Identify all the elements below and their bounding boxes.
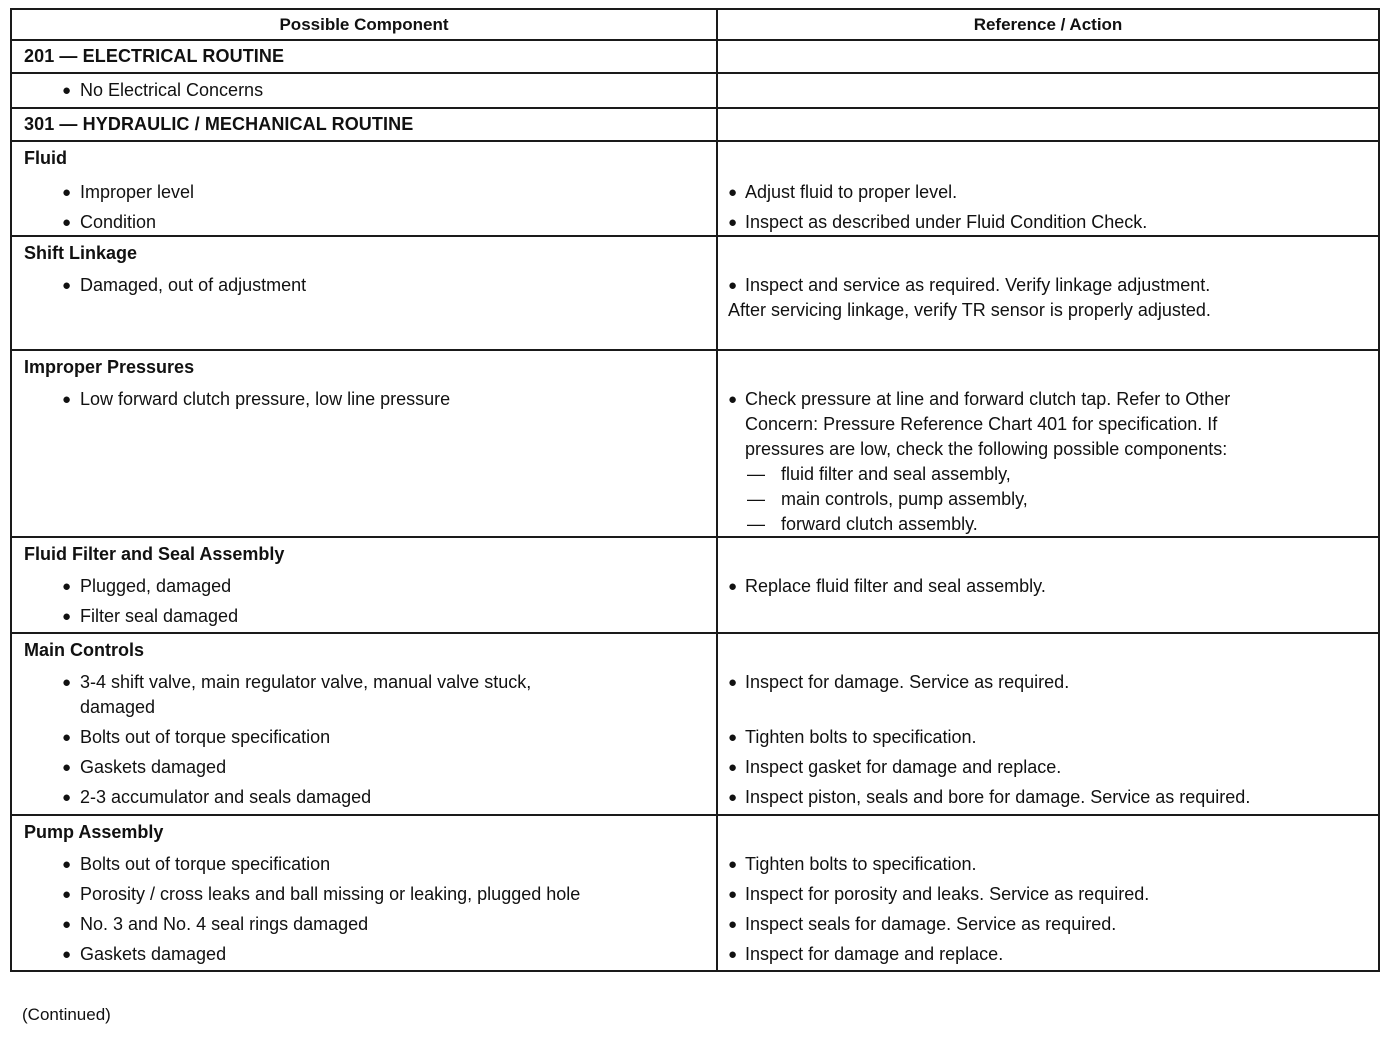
component-cell (11, 73, 717, 108)
action-cell (717, 633, 1379, 815)
list-item (62, 273, 706, 298)
action-item (728, 882, 1370, 907)
action-cell (717, 537, 1379, 633)
action-item (728, 387, 1370, 537)
section-title-hydraulic: 301 — HYDRAULIC / MECHANICAL ROUTINE (11, 108, 717, 141)
item-text: Porosity / cross leaks and ball missing or leaking, plugged hole (80, 884, 581, 904)
header-possible-component: Possible Component (11, 9, 717, 40)
item-text: Plugged, damaged (80, 576, 232, 596)
group-title: Fluid Filter and Seal Assembly (24, 544, 285, 564)
action-cell (717, 236, 1379, 350)
item-text-continued: damaged (80, 697, 156, 717)
group-title: Main Controls (24, 640, 144, 660)
item-text: No Electrical Concerns (80, 80, 264, 100)
group-title: Pump Assembly (24, 822, 164, 842)
item-text: Gaskets damaged (80, 944, 227, 964)
list-item (62, 180, 706, 205)
component-cell (11, 815, 717, 971)
component-cell (11, 350, 717, 537)
sub-item (745, 487, 1370, 512)
bullet-icon: ● (62, 82, 72, 99)
action-text: Inspect as described under Fluid Condition Check. (745, 212, 1148, 232)
item-text: Damaged, out of adjustment (80, 275, 307, 295)
bullet-icon: ● (728, 391, 738, 408)
bullet-icon: ● (62, 214, 72, 231)
bullet-icon: ● (728, 214, 738, 231)
bullet-icon: ● (62, 578, 72, 595)
bullet-icon: ● (728, 759, 738, 776)
bullet-icon: ● (62, 391, 72, 408)
action-item (728, 725, 1370, 750)
list-item (62, 78, 706, 103)
bullet-icon: ● (62, 789, 72, 806)
list-item (62, 574, 706, 599)
group-row-pump (11, 815, 1379, 971)
list-item (62, 852, 706, 877)
sub-item-text: fluid filter and seal assembly, (781, 464, 1011, 484)
group-row-pressures (11, 350, 1379, 537)
item-text: Bolts out of torque specification (80, 854, 331, 874)
bullet-icon: ● (728, 674, 738, 691)
action-text: Inspect gasket for damage and replace. (745, 757, 1062, 777)
action-item (728, 852, 1370, 877)
item-text: 2-3 accumulator and seals damaged (80, 787, 372, 807)
bullet-icon: ● (728, 946, 738, 963)
action-cell (717, 350, 1379, 537)
group-title: Shift Linkage (24, 243, 138, 263)
action-text: Inspect piston, seals and bore for damage. Service as required. (745, 787, 1251, 807)
item-text: Filter seal damaged (80, 606, 239, 626)
component-cell (11, 537, 717, 633)
action-cell (717, 815, 1379, 971)
list-item (62, 785, 706, 810)
item-text: Condition (80, 212, 157, 232)
group-title: Improper Pressures (24, 357, 195, 377)
list-item (62, 210, 706, 235)
bullet-icon: ● (728, 916, 738, 933)
group-row-fluid (11, 141, 1379, 236)
sub-item (745, 512, 1370, 537)
bullet-icon: ● (728, 184, 738, 201)
bullet-icon: ● (62, 759, 72, 776)
action-item (728, 180, 1370, 205)
list-item (62, 604, 706, 629)
sub-item-text: main controls, pump assembly, (781, 489, 1028, 509)
item-text: No. 3 and No. 4 seal rings damaged (80, 914, 369, 934)
action-text: Inspect and service as required. Verify linkage adjustment. (745, 275, 1211, 295)
section-row-electrical (11, 40, 1379, 73)
action-text: Replace fluid filter and seal assembly. (745, 576, 1046, 596)
bullet-icon: ● (728, 856, 738, 873)
section-row-hydraulic (11, 108, 1379, 141)
action-item (728, 785, 1370, 810)
action-text-continued: After servicing linkage, verify TR sensor is properly adjusted. (728, 300, 1211, 320)
list-item (62, 387, 706, 412)
bullet-icon: ● (62, 277, 72, 294)
diagnostic-table (10, 8, 1380, 972)
list-item (62, 670, 706, 720)
item-text: Gaskets damaged (80, 757, 227, 777)
section-title-electrical: 201 — ELECTRICAL ROUTINE (11, 40, 717, 73)
action-text: Check pressure at line and forward clutch tap. Refer to Other (745, 389, 1231, 409)
bullet-icon: ● (728, 886, 738, 903)
action-item (728, 574, 1370, 599)
list-item (62, 942, 706, 967)
list-item (62, 755, 706, 780)
table-row (11, 73, 1379, 108)
action-text: Inspect for damage. Service as required. (745, 672, 1070, 692)
action-item (728, 210, 1370, 235)
dash-icon: — (747, 514, 766, 534)
group-row-shift-linkage (11, 236, 1379, 350)
header-reference-action: Reference / Action (717, 9, 1379, 40)
item-text: Bolts out of torque specification (80, 727, 331, 747)
empty-cell (717, 40, 1379, 73)
bullet-icon: ● (728, 789, 738, 806)
action-text: Tighten bolts to specification. (745, 854, 977, 874)
bullet-icon: ● (728, 729, 738, 746)
bullet-icon: ● (728, 578, 738, 595)
bullet-icon: ● (62, 946, 72, 963)
bullet-icon: ● (62, 608, 72, 625)
action-cell (717, 141, 1379, 236)
component-cell (11, 633, 717, 815)
action-text: Adjust fluid to proper level. (745, 182, 958, 202)
sub-item (745, 462, 1370, 487)
action-text: Tighten bolts to specification. (745, 727, 977, 747)
item-text: Low forward clutch pressure, low line pressure (80, 389, 451, 409)
group-row-main-controls (11, 633, 1379, 815)
item-text: Improper level (80, 182, 195, 202)
list-item (62, 912, 706, 937)
sub-item-text: forward clutch assembly. (781, 514, 978, 534)
action-item (728, 670, 1370, 695)
group-row-filter (11, 537, 1379, 633)
action-text: Inspect seals for damage. Service as required. (745, 914, 1117, 934)
bullet-icon: ● (62, 674, 72, 691)
bullet-icon: ● (62, 184, 72, 201)
bullet-icon: ● (62, 916, 72, 933)
table-header-row (11, 9, 1379, 40)
action-text: Inspect for damage and replace. (745, 944, 1004, 964)
list-item (62, 882, 706, 907)
group-title: Fluid (24, 148, 67, 168)
component-cell (11, 236, 717, 350)
empty-cell (717, 108, 1379, 141)
dash-icon: — (747, 489, 766, 509)
list-item (62, 725, 706, 750)
continued-note: (Continued) (22, 1005, 111, 1024)
action-item (728, 755, 1370, 780)
action-item (728, 273, 1370, 323)
dash-icon: — (747, 464, 766, 484)
bullet-icon: ● (62, 856, 72, 873)
action-text: Inspect for porosity and leaks. Service as required. (745, 884, 1150, 904)
bullet-icon: ● (62, 886, 72, 903)
bullet-icon: ● (728, 277, 738, 294)
action-text: Concern: Pressure Reference Chart 401 for specification. If (745, 414, 1218, 434)
action-item (728, 912, 1370, 937)
empty-cell (717, 73, 1379, 108)
item-text: 3-4 shift valve, main regulator valve, manual valve stuck, (80, 672, 532, 692)
component-cell (11, 141, 717, 236)
action-item (728, 942, 1370, 967)
bullet-icon: ● (62, 729, 72, 746)
action-text: pressures are low, check the following possible components: (745, 439, 1228, 459)
